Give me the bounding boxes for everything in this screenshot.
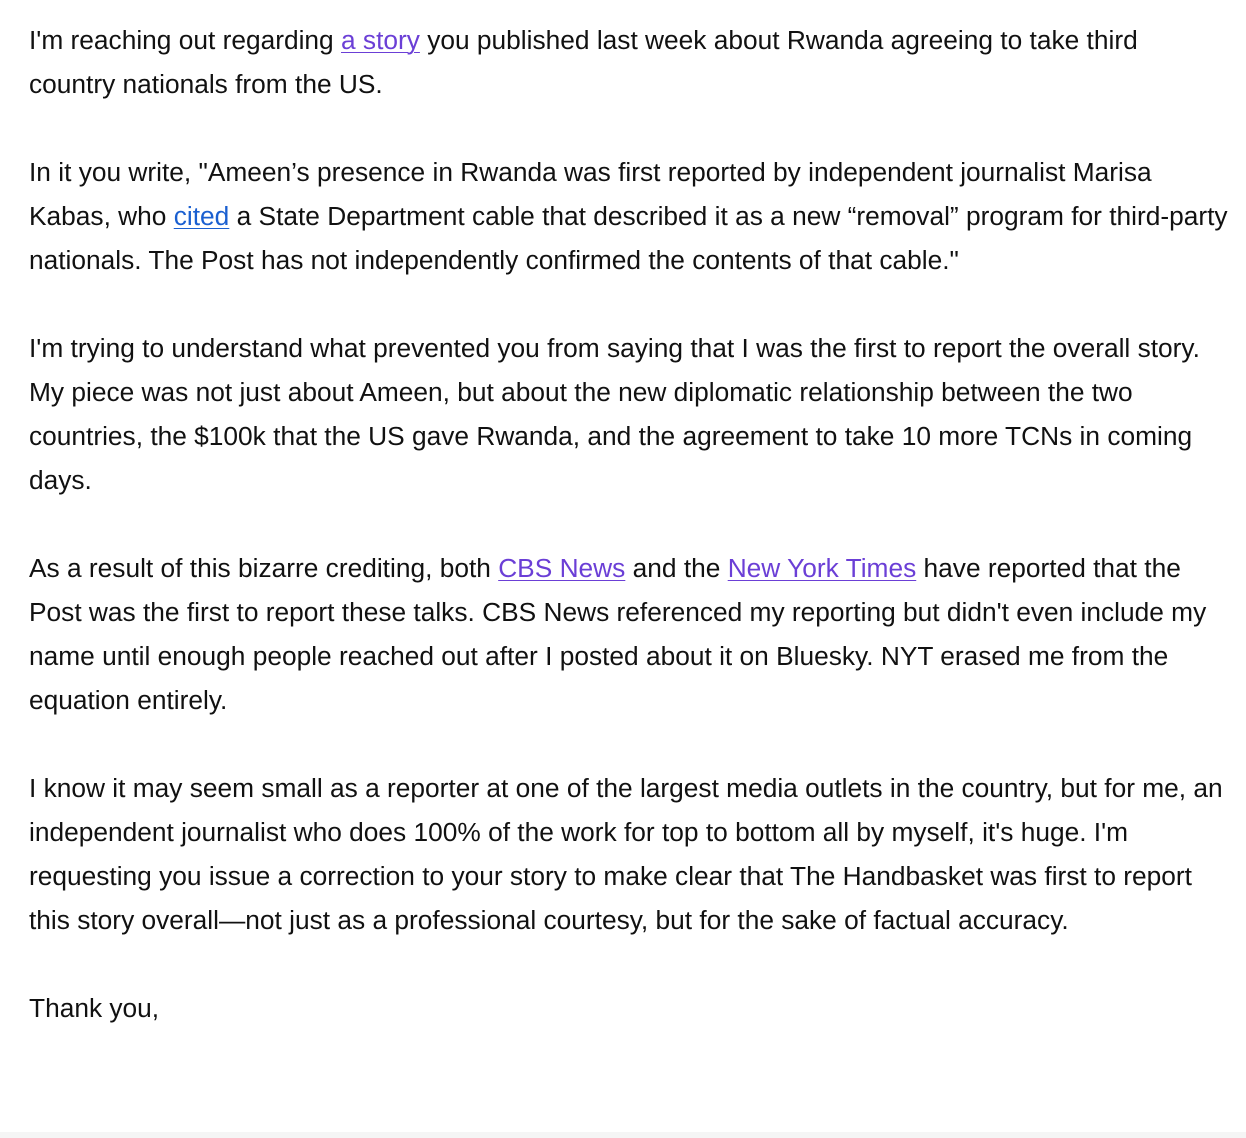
paragraph-quote-text-start: In it you write, "Ameen’s presence in Rwanda was first reported by independent journalist Marisa Kabas, who — [29, 157, 1152, 231]
paragraph-quote-text-end: a State Department cable that described it as a new “removal” program for third-party nationals. The Post has not independently confirmed the contents of that cable." — [29, 201, 1228, 275]
paragraph-crediting — [29, 546, 1229, 722]
cbs-news-link[interactable]: CBS News — [498, 553, 626, 583]
paragraph-crediting-text-start: As a result of this bizarre crediting, both — [29, 553, 499, 583]
cited-link[interactable]: cited — [173, 201, 230, 231]
paragraph-intro — [29, 18, 1229, 106]
paragraph-quote — [29, 150, 1229, 282]
paragraph-crediting-text-middle: and the — [625, 553, 728, 583]
email-body — [29, 18, 1229, 1030]
paragraph-intro-text-start: I'm reaching out regarding — [29, 25, 341, 55]
paragraph-crediting-text-end: have reported that the Post was the first to report these talks. CBS News referenced my reporting but didn't even include my name until enough people reached out after I posted about it on Bluesky. NYT erased me from the equation entirely. — [29, 553, 1207, 715]
a-story-link[interactable]: a story — [341, 25, 420, 55]
paragraph-intro-text-end: you published last week about Rwanda agreeing to take third country nationals from the US. — [29, 25, 1138, 99]
new-york-times-link[interactable]: New York Times — [727, 553, 917, 583]
paragraph-question: I'm trying to understand what prevented you from saying that I was the first to report the overall story. My piece was not just about Ameen, but about the new diplomatic relationship between the two countries, the $100k that the US gave Rwanda, and the agreement to take 10 more TCNs in coming days. — [29, 333, 1200, 495]
bottom-edge — [0, 1132, 1246, 1138]
paragraph-request: I know it may seem small as a reporter at one of the largest media outlets in the country, but for me, an independent journalist who does 100% of the work for top to bottom all by myself, it's huge. I'm requesting you issue a correction to your story to make clear that The Handbasket was first to report this story overall—not just as a professional courtesy, but for the sake of factual accuracy. — [29, 773, 1223, 935]
signoff: Thank you, — [29, 993, 160, 1023]
